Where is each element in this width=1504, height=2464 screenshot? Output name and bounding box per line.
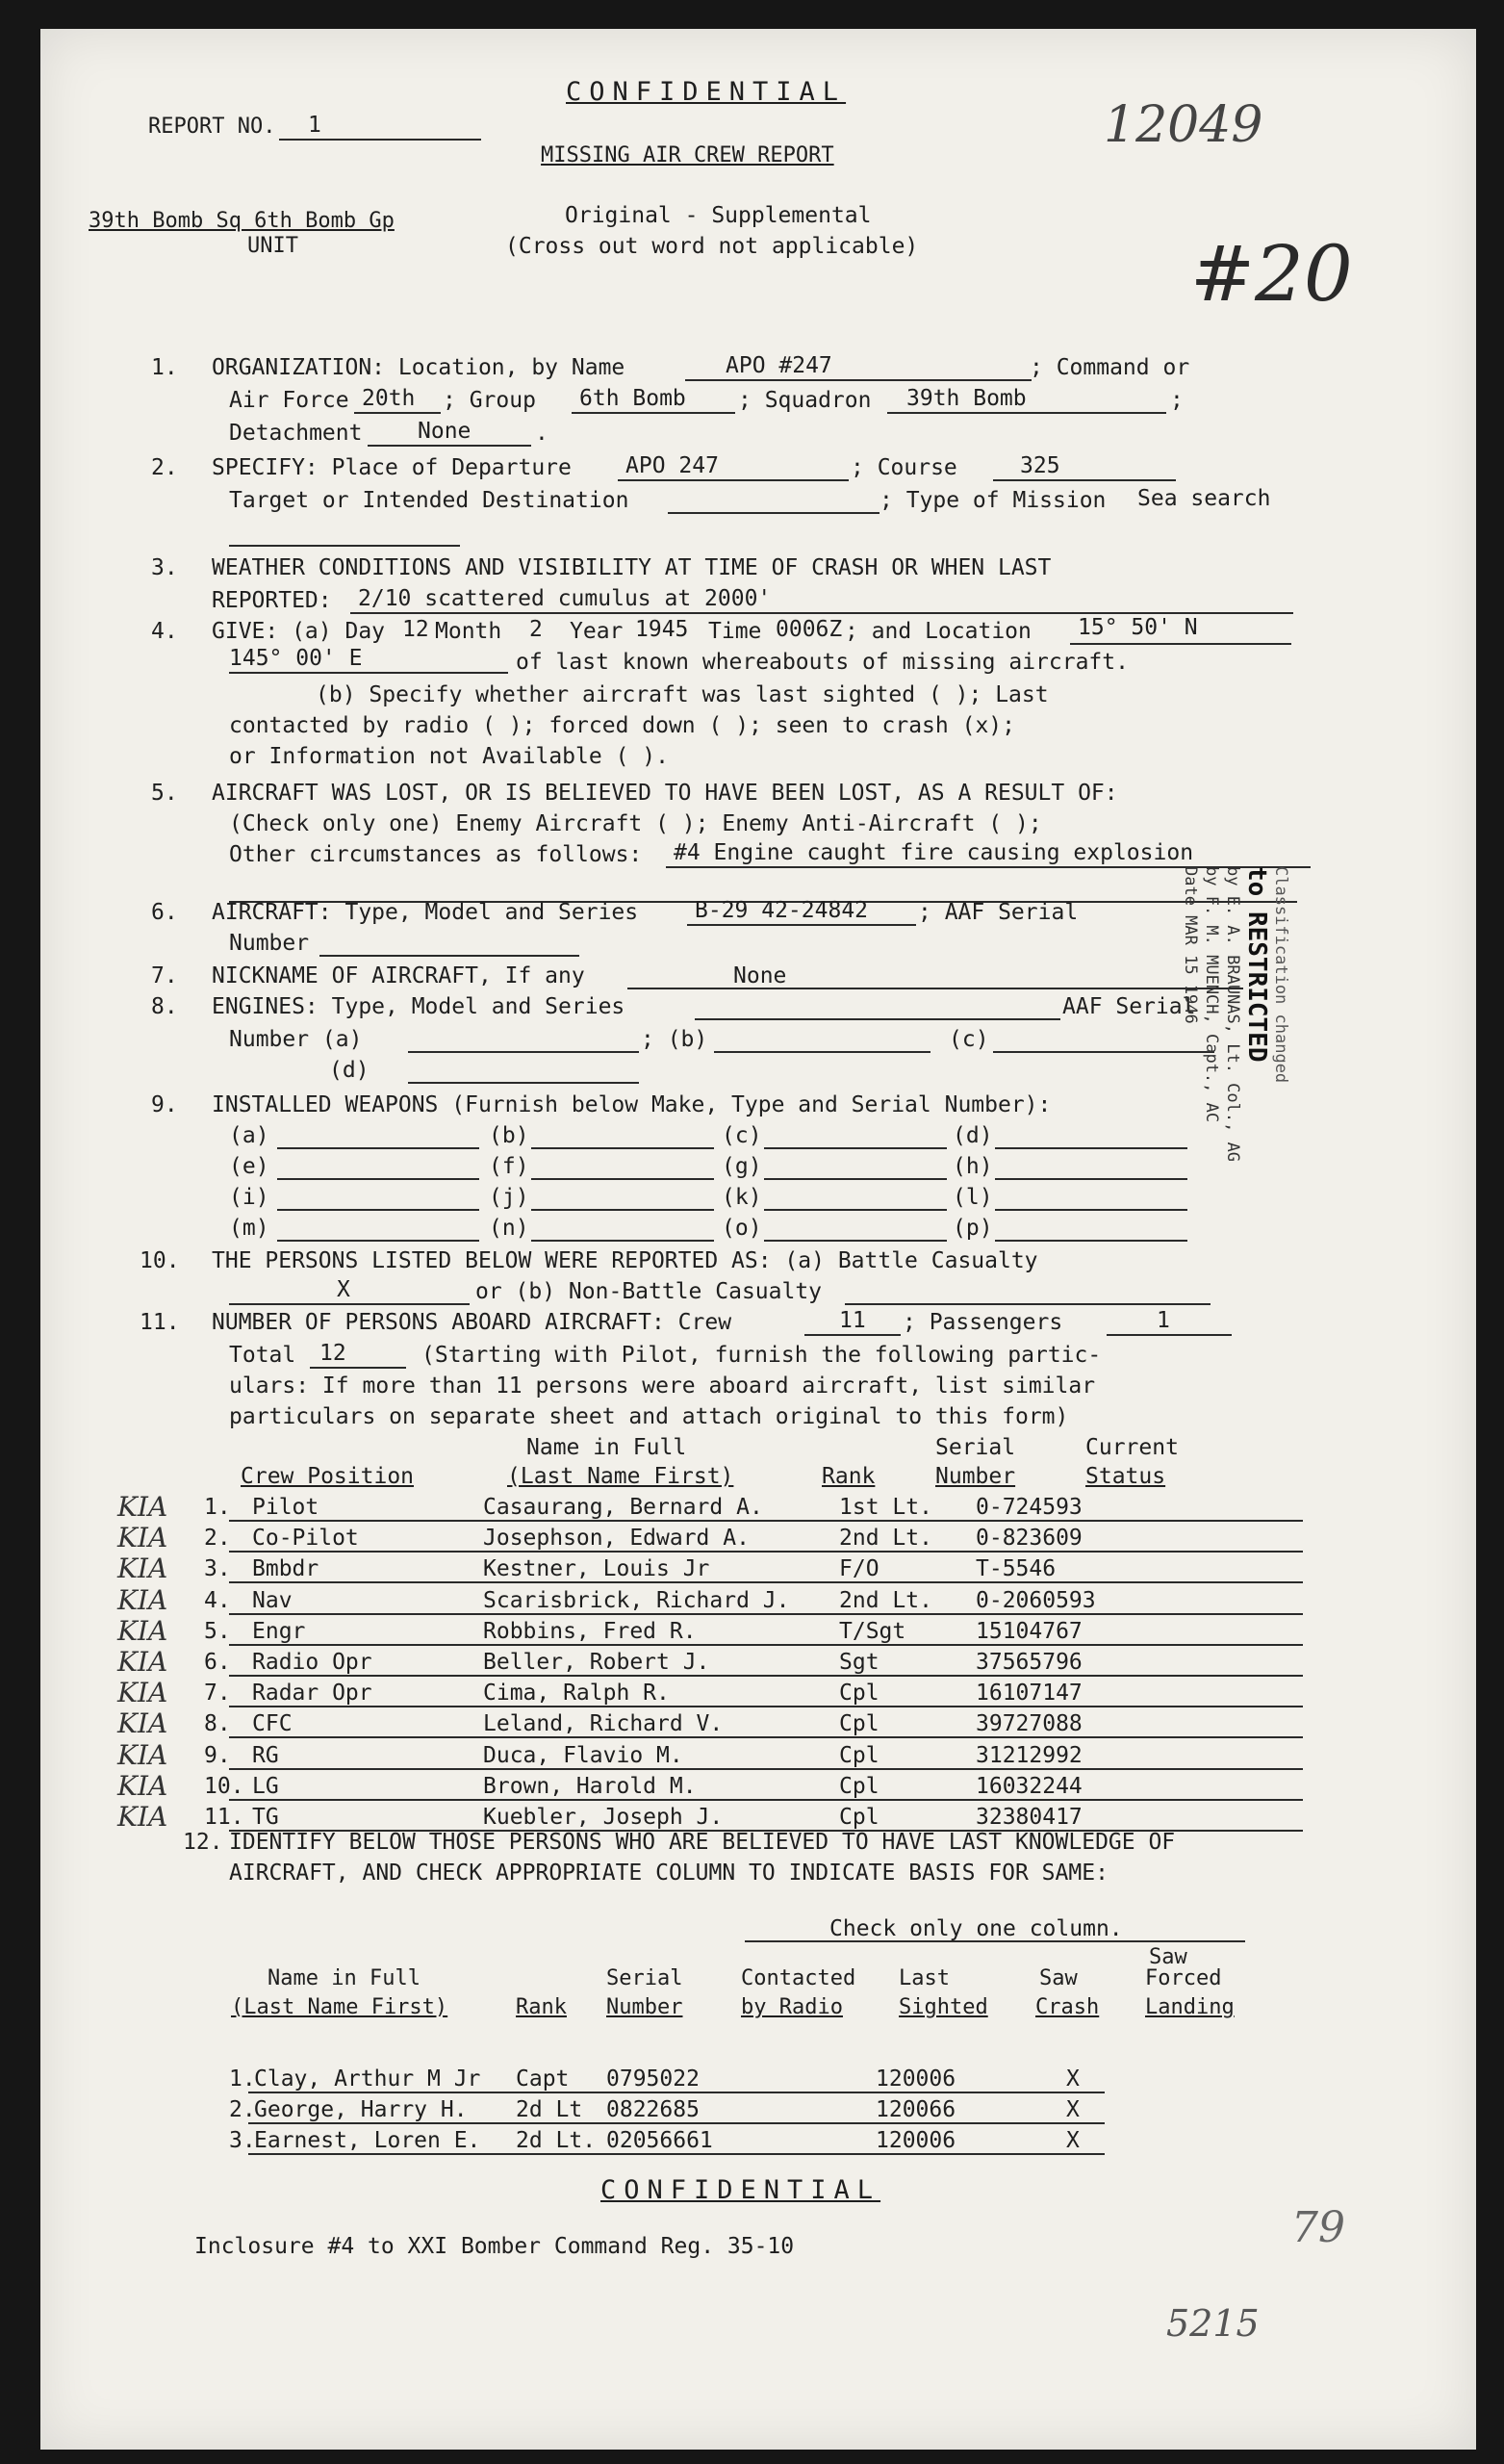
ulars-text: ulars: If more than 11 persons were aboard aircraft, list similar	[229, 1373, 1096, 1399]
witness-name: Earnest, Loren E.	[254, 2128, 481, 2153]
battle-casualty-line	[229, 1303, 470, 1305]
location-line	[685, 379, 1032, 381]
col-radio-1: Contacted	[741, 1966, 856, 1990]
crew-row-line	[229, 1520, 1303, 1522]
crew-serial: 15104767	[976, 1619, 1083, 1644]
weapon-slot-l: (l)	[953, 1185, 993, 1210]
course-value: 325	[1020, 453, 1060, 478]
s2-num: 2.	[151, 455, 178, 480]
engine-c-label: (c)	[949, 1027, 989, 1052]
weapon-slot-a: (a)	[229, 1123, 269, 1148]
inclosure-note: Inclosure #4 to XXI Bomber Command Reg. 35-10	[194, 2234, 795, 2259]
crew-name: Kestner, Louis Jr	[483, 1556, 710, 1581]
check-column-line	[745, 1940, 1245, 1942]
passengers-count: 1	[1157, 1308, 1170, 1333]
crew-name: Cima, Ralph R.	[483, 1681, 670, 1706]
witness-rank: 2d Lt.	[516, 2128, 597, 2153]
nickname-line	[627, 988, 1243, 989]
day-value: 12	[402, 617, 429, 642]
crew-position: Bmbdr	[252, 1556, 319, 1581]
handwritten-hash-20: #20	[1190, 229, 1353, 319]
s1-command-label: ; Command or	[1030, 355, 1190, 380]
stamp-line-5: Date MAR 15 1946	[1181, 866, 1200, 1024]
weapon-slot-k: (k)	[722, 1185, 762, 1210]
s10-num: 10.	[140, 1248, 180, 1273]
squadron-line	[887, 412, 1166, 414]
s9-num: 9.	[151, 1092, 178, 1117]
crew-row-number: 11.	[204, 1805, 244, 1830]
crew-name: Kuebler, Joseph J.	[483, 1805, 724, 1830]
crew-rank: Cpl	[839, 1805, 879, 1830]
crew-rank: 2nd Lt.	[839, 1588, 932, 1613]
handwritten-79: 79	[1291, 2203, 1345, 2252]
check-one-text: (Check only one) Enemy Aircraft ( ); Enemy Anti-Aircraft ( );	[229, 811, 1042, 836]
mission-value: Sea search	[1137, 486, 1271, 511]
witness-row-line	[248, 2122, 1105, 2124]
crew-col-rank: Rank	[822, 1464, 876, 1489]
squadron-value: 39th Bomb	[906, 386, 1027, 411]
crew-rank: Cpl	[839, 1711, 879, 1736]
aaf-serial-label: ; AAF Serial	[918, 900, 1079, 925]
crew-serial: 32380417	[976, 1805, 1083, 1830]
s1-label: ORGANIZATION: Location, by Name	[212, 355, 625, 380]
crew-kia-mark: KIA	[117, 1615, 168, 1647]
crew-rank: Cpl	[839, 1681, 879, 1706]
location-label: ; and Location	[845, 619, 1032, 644]
crew-kia-mark: KIA	[117, 1522, 168, 1553]
crew-row-number: 10.	[204, 1774, 244, 1799]
crew-name: Brown, Harold M.	[483, 1774, 697, 1799]
crew-row-number: 8.	[204, 1711, 231, 1736]
engines-label: ENGINES: Type, Model and Series	[212, 994, 625, 1019]
s1-period: .	[535, 421, 548, 446]
crew-row-line	[229, 1644, 1303, 1646]
document-page	[40, 29, 1476, 2450]
nickname-value: None	[733, 963, 787, 988]
col-serial-1: Serial	[606, 1966, 683, 1990]
crew-name: Scarisbrick, Richard J.	[483, 1588, 790, 1613]
crew-name: Robbins, Fred R.	[483, 1619, 697, 1644]
weapon-slot-d: (d)	[953, 1123, 993, 1148]
departure-line	[618, 479, 849, 481]
identify-label: IDENTIFY BELOW THOSE PERSONS WHO ARE BELIEVED TO HAVE LAST KNOWLEDGE OF	[229, 1830, 1176, 1855]
witness-last-sighted: 120066	[876, 2097, 956, 2122]
crew-col-status-1: Current	[1085, 1435, 1179, 1460]
crew-row-number: 5.	[204, 1619, 231, 1644]
crew-row-line	[229, 1581, 1303, 1583]
witness-name: George, Harry H.	[254, 2097, 468, 2122]
witness-row-number: 2.	[229, 2097, 256, 2122]
crew-rank: F/O	[839, 1556, 879, 1581]
col-radio-2: by Radio	[741, 1995, 843, 2019]
squadron-label: ; Squadron	[738, 388, 872, 413]
location-long-line	[229, 672, 508, 674]
crew-serial: 39727088	[976, 1711, 1083, 1736]
declassification-stamp	[1180, 866, 1291, 1162]
air-force-value: 20th	[362, 386, 416, 411]
number-line	[319, 955, 579, 957]
month-value: 2	[529, 617, 543, 642]
engine-a-line	[408, 1051, 639, 1053]
col-forced-2: Landing	[1145, 1995, 1235, 2019]
number-label: Number	[229, 931, 310, 956]
weapon-slot-e: (e)	[229, 1154, 269, 1179]
crew-rank: Cpl	[839, 1774, 879, 1799]
location-lat: 15° 50' N	[1078, 615, 1198, 640]
total-line	[310, 1367, 406, 1369]
crew-position: CFC	[252, 1711, 293, 1736]
col-forced-0: Saw	[1149, 1945, 1187, 1969]
crew-col-status-2: Status	[1085, 1464, 1166, 1489]
s3-num: 3.	[151, 555, 178, 580]
crew-serial: 0-2060593	[976, 1588, 1096, 1613]
crew-rank: 2nd Lt.	[839, 1526, 932, 1551]
crew-name: Josephson, Edward A.	[483, 1526, 750, 1551]
weapons-label: INSTALLED WEAPONS (Furnish below Make, Type and Serial Number):	[212, 1092, 1052, 1117]
form-title: MISSING AIR CREW REPORT	[541, 143, 834, 167]
s1-semicolon: ;	[1170, 388, 1184, 413]
location-lat-line	[1070, 643, 1291, 645]
col-serial-2: Number	[606, 1995, 683, 2019]
aircraft-type-value: B-29 42-24842	[695, 898, 869, 923]
crew-serial: 16032244	[976, 1774, 1083, 1799]
whereabouts-text: of last known whereabouts of missing aircraft.	[516, 650, 1129, 675]
non-battle-label: or (b) Non-Battle Casualty	[475, 1279, 823, 1304]
air-force-label: Air Force	[229, 388, 349, 413]
crew-position: Pilot	[252, 1495, 319, 1520]
crew-row-line	[229, 1613, 1303, 1615]
crew-rank: 1st Lt.	[839, 1495, 932, 1520]
col-name-2: (Last Name First)	[231, 1995, 448, 2019]
stamp-line-1: Classification changed	[1271, 866, 1290, 1084]
engine-b-label: ; (b)	[641, 1027, 708, 1052]
crew-row-number: 9.	[204, 1743, 231, 1768]
stamp-line-2: to RESTRICTED	[1242, 866, 1271, 1063]
witness-serial: 02056661	[606, 2128, 713, 2153]
group-label: ; Group	[443, 388, 536, 413]
detachment-line	[368, 445, 531, 447]
report-no-line	[279, 139, 481, 141]
mission-label: ; Type of Mission	[879, 488, 1107, 513]
passengers-line	[1107, 1334, 1232, 1336]
crew-row-line	[229, 1768, 1303, 1770]
witness-row-line	[248, 2092, 1105, 2093]
specify-text: (b) Specify whether aircraft was last sighted ( ); Last	[316, 682, 1049, 707]
original-supplemental: Original - Supplemental	[565, 203, 872, 228]
crew-position: Engr	[252, 1619, 306, 1644]
crew-serial: 16107147	[976, 1681, 1083, 1706]
col-last-1: Last	[899, 1966, 950, 1990]
s5-num: 5.	[151, 781, 178, 806]
crew-col-name-1: Name in Full	[526, 1435, 687, 1460]
weapon-slot-f: (f)	[489, 1154, 529, 1179]
course-label: ; Course	[851, 455, 957, 480]
s11-num: 11.	[140, 1310, 180, 1335]
group-line	[572, 412, 735, 414]
casualty-label: THE PERSONS LISTED BELOW WERE REPORTED AS: (a) Battle Casualty	[212, 1248, 1038, 1273]
crew-name: Beller, Robert J.	[483, 1650, 710, 1675]
s6-num: 6.	[151, 900, 178, 925]
crew-kia-mark: KIA	[117, 1739, 168, 1771]
handwritten-number: 12049	[1104, 96, 1263, 154]
col-name-1: Name in Full	[268, 1966, 421, 1990]
crew-rank: T/Sgt	[839, 1619, 906, 1644]
other-circ-label: Other circumstances as follows:	[229, 842, 643, 867]
crew-kia-mark: KIA	[117, 1584, 168, 1616]
target-label: Target or Intended Destination	[229, 488, 629, 513]
stamp-line-4: by F. M. MUENCH, Capt., AC	[1202, 866, 1221, 1123]
crew-position: RG	[252, 1743, 279, 1768]
witness-saw-crash: X	[1066, 2097, 1080, 2122]
aircraft-type-line	[687, 924, 916, 926]
identify-label-2: AIRCRAFT, AND CHECK APPROPRIATE COLUMN TO INDICATE BASIS FOR SAME:	[229, 1861, 1109, 1886]
engines-serial-label: AAF Serial	[1062, 994, 1196, 1019]
crew-serial: 0-823609	[976, 1526, 1083, 1551]
crew-serial: 37565796	[976, 1650, 1083, 1675]
weather-value: 2/10 scattered cumulus at 2000'	[358, 586, 772, 611]
crew-col-serial-1: Serial	[935, 1435, 1016, 1460]
engine-a-label: Number (a)	[229, 1027, 363, 1052]
year-label: Year	[570, 619, 624, 644]
s4-num: 4.	[151, 619, 178, 644]
crew-line	[804, 1334, 901, 1336]
report-no-value: 1	[308, 113, 321, 138]
crew-kia-mark: KIA	[117, 1553, 168, 1584]
engine-d-line	[408, 1082, 639, 1084]
s8-num: 8.	[151, 994, 178, 1019]
crew-position: TG	[252, 1805, 279, 1830]
crew-row-number: 4.	[204, 1588, 231, 1613]
engines-line	[695, 1018, 1060, 1020]
particulars-text: particulars on separate sheet and attach original to this form)	[229, 1404, 1069, 1429]
s12-num: 12.	[183, 1830, 223, 1855]
lost-label: AIRCRAFT WAS LOST, OR IS BELIEVED TO HAVE BEEN LOST, AS A RESULT OF:	[212, 781, 1118, 806]
report-no-label: REPORT NO.	[148, 115, 276, 139]
unit-label: UNIT	[247, 234, 298, 258]
check-one-column: Check only one column.	[829, 1916, 1123, 1941]
s7-num: 7.	[151, 963, 178, 988]
witness-row-line	[248, 2153, 1105, 2155]
year-value: 1945	[635, 617, 689, 642]
starting-pilot-text: (Starting with Pilot, furnish the following partic-	[421, 1343, 1102, 1368]
passengers-label: ; Passengers	[903, 1310, 1063, 1335]
cross-out-note: (Cross out word not applicable)	[505, 234, 919, 259]
col-rank: Rank	[516, 1995, 567, 2019]
weapon-slot-c: (c)	[722, 1123, 762, 1148]
witness-row-number: 1.	[229, 2066, 256, 2092]
crew-position: Co-Pilot	[252, 1526, 359, 1551]
handwritten-5215: 5215	[1166, 2302, 1260, 2345]
crew-row-line	[229, 1799, 1303, 1801]
witness-rank: 2d Lt	[516, 2097, 583, 2122]
course-line	[993, 479, 1176, 481]
stamp-line-3: by E. A. BRAUNAS, Lt. Col., AG	[1223, 866, 1242, 1163]
witness-last-sighted: 120006	[876, 2066, 956, 2092]
witness-row-number: 3.	[229, 2128, 256, 2153]
col-forced-1: Forced	[1145, 1966, 1222, 1990]
witness-name: Clay, Arthur M Jr	[254, 2066, 481, 2092]
col-saw-2: Crash	[1035, 1995, 1100, 2019]
persons-aboard-label: NUMBER OF PERSONS ABOARD AIRCRAFT: Crew	[212, 1310, 732, 1335]
engine-b-line	[714, 1051, 930, 1053]
s1-num: 1.	[151, 355, 178, 380]
witness-last-sighted: 120006	[876, 2128, 956, 2153]
time-label: Time	[708, 619, 762, 644]
weapon-slot-i: (i)	[229, 1185, 269, 1210]
crew-row-line	[229, 1736, 1303, 1738]
aircraft-type-label: AIRCRAFT: Type, Model and Series	[212, 900, 639, 925]
crew-position: Radio Opr	[252, 1650, 372, 1675]
location-long: 145° 00' E	[229, 646, 363, 671]
crew-row-number: 2.	[204, 1526, 231, 1551]
crew-row-number: 1.	[204, 1495, 231, 1520]
witness-saw-crash: X	[1066, 2066, 1080, 2092]
crew-position: Radar Opr	[252, 1681, 372, 1706]
weapon-slot-b: (b)	[489, 1123, 529, 1148]
crew-row-line	[229, 1675, 1303, 1677]
crew-rank: Sgt	[839, 1650, 879, 1675]
circumstances-value: #4 Engine caught fire causing explosion	[674, 840, 1194, 865]
witness-serial: 0822685	[606, 2097, 700, 2122]
crew-name: Duca, Flavio M.	[483, 1743, 683, 1768]
group-value: 6th Bomb	[579, 386, 686, 411]
departure-label: SPECIFY: Place of Departure	[212, 455, 572, 480]
crew-position: Nav	[252, 1588, 293, 1613]
battle-casualty-mark: X	[337, 1277, 350, 1302]
engine-d-label: (d)	[329, 1058, 370, 1083]
crew-serial: 0-724593	[976, 1495, 1083, 1520]
day-label: GIVE: (a) Day	[212, 619, 386, 644]
total-label: Total	[229, 1343, 296, 1368]
target-line	[668, 512, 879, 514]
detachment-value: None	[418, 419, 472, 444]
crew-col-name-2: (Last Name First)	[507, 1464, 734, 1489]
crew-row-number: 6.	[204, 1650, 231, 1675]
crew-serial: 31212992	[976, 1743, 1083, 1768]
location-value: APO #247	[726, 353, 832, 378]
contacted-text: contacted by radio ( ); forced down ( ); seen to crash (x);	[229, 713, 1015, 738]
departure-value: APO 247	[625, 453, 719, 478]
crew-col-position: Crew Position	[241, 1464, 415, 1489]
detachment-label: Detachment	[229, 421, 363, 446]
weapon-slot-g: (g)	[722, 1154, 762, 1179]
crew-row-line	[229, 1551, 1303, 1553]
non-battle-line	[845, 1303, 1211, 1305]
crew-row-line	[229, 1706, 1303, 1707]
col-saw-1: Saw	[1039, 1966, 1078, 1990]
crew-kia-mark: KIA	[117, 1801, 168, 1833]
total-count: 12	[319, 1341, 346, 1366]
crew-kia-mark: KIA	[117, 1770, 168, 1802]
unit-value: 39th Bomb Sq 6th Bomb Gp	[89, 209, 395, 233]
weapon-slot-n: (n)	[489, 1216, 529, 1241]
crew-kia-mark: KIA	[117, 1707, 168, 1739]
weapon-slot-m: (m)	[229, 1216, 269, 1241]
crew-name: Casaurang, Bernard A.	[483, 1495, 763, 1520]
crew-position: LG	[252, 1774, 279, 1799]
crew-serial: T-5546	[976, 1556, 1057, 1581]
time-value: 0006Z	[776, 617, 843, 642]
crew-row-number: 3.	[204, 1556, 231, 1581]
witness-saw-crash: X	[1066, 2128, 1080, 2153]
col-last-2: Sighted	[899, 1995, 988, 2019]
crew-kia-mark: KIA	[117, 1646, 168, 1678]
weather-label: WEATHER CONDITIONS AND VISIBILITY AT TIME OF CRASH OR WHEN LAST	[212, 555, 1052, 580]
weapon-slot-h: (h)	[953, 1154, 993, 1179]
witness-serial: 0795022	[606, 2066, 700, 2092]
crew-kia-mark: KIA	[117, 1491, 168, 1523]
crew-row-number: 7.	[204, 1681, 231, 1706]
air-force-line	[354, 412, 441, 414]
confidential-header: CONFIDENTIAL	[566, 77, 847, 107]
confidential-footer: CONFIDENTIAL	[600, 2175, 881, 2205]
crew-kia-mark: KIA	[117, 1677, 168, 1708]
crew-name: Leland, Richard V.	[483, 1711, 724, 1736]
crew-col-serial-2: Number	[935, 1464, 1016, 1489]
weapon-slot-j: (j)	[489, 1185, 529, 1210]
mission-cont-line	[229, 545, 460, 547]
crew-rank: Cpl	[839, 1743, 879, 1768]
crew-count: 11	[839, 1308, 866, 1333]
nickname-label: NICKNAME OF AIRCRAFT, If any	[212, 963, 585, 988]
reported-label: REPORTED:	[212, 588, 332, 613]
weapon-slot-p: (p)	[953, 1216, 993, 1241]
not-available-text: or Information not Available ( ).	[229, 744, 669, 769]
witness-rank: Capt	[516, 2066, 570, 2092]
month-label: Month	[435, 619, 502, 644]
weapon-slot-o: (o)	[722, 1216, 762, 1241]
